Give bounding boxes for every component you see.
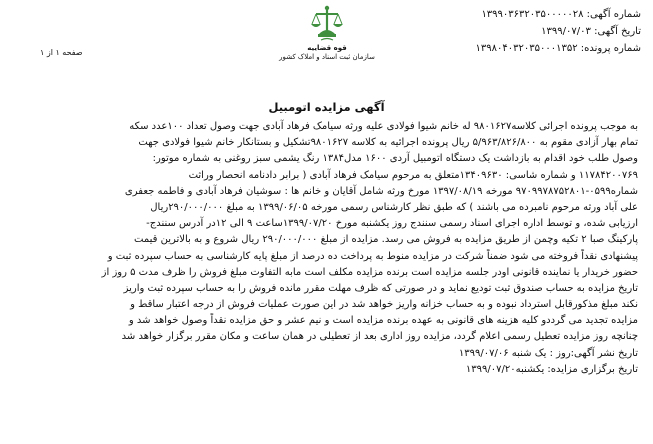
body-line: ۱۱۷۸۴۲۰۰۷۶۹ و شماره شاسی: ۱۳۴۰۹۶۳۰متعلق به مرحوم سیامک فرهاد آبادی ( برابر دادنامه انحصار وراثت bbox=[188, 169, 638, 181]
notice-number: شماره آگهی: ۱۳۹۹۰۳۶۳۲۰۳۵۰۰۰۰۰۲۸ bbox=[481, 9, 641, 20]
body-line: پیشنهادی نقداً فروخته می شود ضمناً شرکت در مزایده منوط به پرداخت ده درصد از مبلغ پایه کارشناسی به حساب سپرده ثبت و bbox=[107, 250, 638, 262]
page-indicator: صفحه ۱ از ۱ bbox=[40, 48, 83, 57]
body-line: پارکینگ صبا ۲ تکیه وچمن از طریق مزایده به فروش می رسد. مزایده از مبلغ ۲۹۰/۰۰۰/۰۰۰ ریال شروع و به بالاترین قیمت bbox=[134, 234, 638, 246]
body-line: وصول طلب خود اقدام به بازداشت یک دستگاه اتومبیل آردی ۱۶۰۰ مدل۱۳۸۴ رنگ یشمی سبز روغنی به شماره موتور: bbox=[152, 153, 638, 165]
notice-date: تاریخ آگهی: ۱۳۹۹/۰۷/۰۳ bbox=[541, 26, 641, 37]
body-line: ارزیابی شده، و توسط اداره اجرای اسناد رسمی سنندج روز یکشنبه مورخ ۱۳۹۹/۰۷/۲۰ساعت ۹ الی ۱۲در آدرس سنندج- bbox=[146, 218, 638, 230]
notice-meta bbox=[391, 6, 641, 57]
body-line: به موجب پرونده اجرائی کلاسه۹۸۰۱۶۲۷ له خانم شیوا فولادی علیه ورثه سیامک فرهاد آبادی جهت وصول تعداد ۱۰۰عدد سکه bbox=[129, 121, 638, 132]
body-line: تمام بهار آزادی مقوم به ۵/۹۶۳/۸۲۶/۸۰۰ ریال پرونده اجرائیه به کلاسه ۹۸۰۱۶۲۷تشکیل و بستانکار خانم شیوا فولادی جهت bbox=[138, 137, 638, 149]
body-line: حضور خریدار یا نماینده قانونی اودر جلسه مزایده است برنده مزایده مکلف است مابه التفاوت مبلغ فروش را ظرف مدت ۵ روز از bbox=[101, 266, 638, 278]
org-name: قوه قضاییه bbox=[307, 44, 347, 52]
judiciary-logo bbox=[272, 4, 382, 76]
notice-body bbox=[14, 119, 638, 378]
case-number: شماره پرونده: ۱۳۹۸۰۴۰۳۲۰۳۵۰۰۰۱۳۵۲ bbox=[475, 43, 641, 54]
body-line: شماره۰۵۹۹-۹۷۰۹۹۷۸۷۵۲۸۰۱ مورخه ۱۳۹۷/۰۸/۱۹ مورخ ورثه شامل آقایان و خانم ها : سوشیان فرهاد آبادی و فاطمه جعفری bbox=[124, 185, 638, 197]
auction-date: تاریخ برگزاری مزایده: یکشنبه۱۳۹۹/۰۷/۲۰ bbox=[465, 363, 638, 375]
org-subname: سازمان ثبت اسناد و املاک کشور bbox=[279, 53, 375, 61]
scales-emblem-icon bbox=[310, 4, 344, 44]
body-line: چنانچه روز مزایده تعطیل رسمی اعلام گردد، مزایده روز اداری بعد از تعطیلی در همان ساعت و مکان مقرر برگزار خواهد شد bbox=[121, 331, 638, 343]
body-line: تاریخ مزایده به حساب صندوق ثبت تودیع نماید و در صورتی که ظرف مهلت مقرر مانده فروش را به حساب سپرده ثبت واریز bbox=[123, 282, 638, 294]
body-line: نکند مبلغ مذکورقابل استرداد نبوده و به حساب خزانه واریز خواهد شد در این صورت عملیات فروش از درجه اعتبار ساقط و bbox=[130, 299, 638, 311]
body-line: علی آباد ورثه مرحوم نامبرده می باشند ) که طبق نظر کارشناس رسمی مورخه ۱۳۹۹/۰۶/۰۵ به مبلغ ۲۹۰/۰۰۰/۰۰۰ریال bbox=[150, 201, 638, 213]
page-title: آگهی مزایده اتومبیل bbox=[268, 100, 385, 114]
body-line: مزایده تجدید می گرددو کلیه هزینه های قانونی به عهده برنده مزایده است و نیم عشر و حق مزایده نقداً وصول خواهد شد و bbox=[128, 315, 638, 327]
publish-date: تاریخ نشر آگهی:روز : یک شنبه ۱۳۹۹/۰۷/۰۶ bbox=[458, 347, 638, 359]
